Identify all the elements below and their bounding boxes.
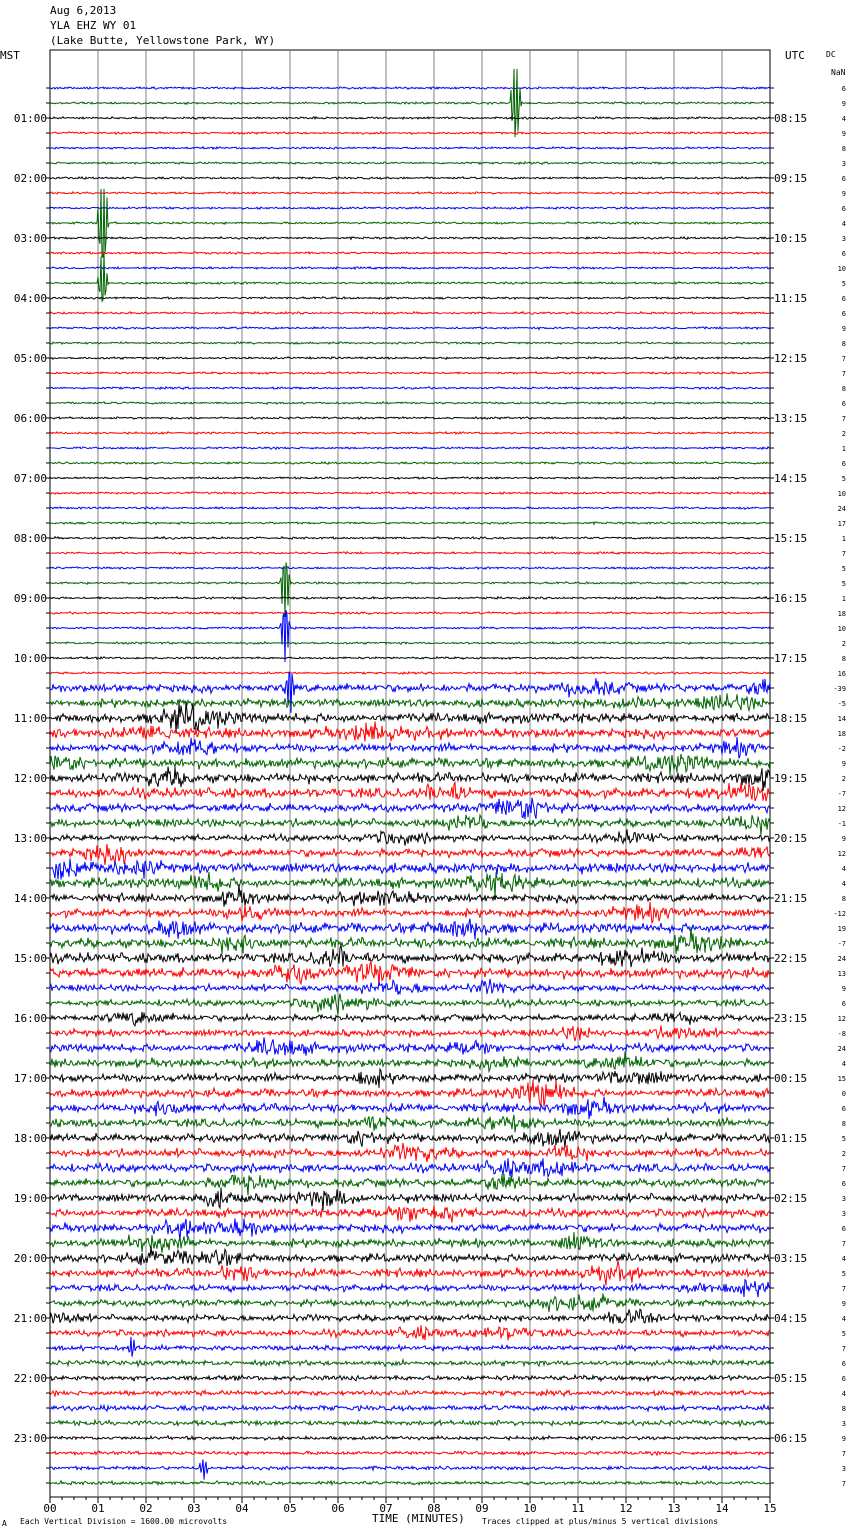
dc-offset-label: 9 bbox=[841, 190, 846, 198]
dc-offset-label: 7 bbox=[841, 1345, 846, 1353]
dc-offset-label: 8 bbox=[841, 655, 846, 663]
right-hour-label: 00:15 bbox=[774, 1072, 808, 1085]
trace-row-24 bbox=[50, 432, 770, 434]
right-hour-label: 08:15 bbox=[774, 112, 808, 125]
trace-row-40 bbox=[50, 672, 770, 675]
dc-offset-label: 6 bbox=[841, 310, 846, 318]
dc-offset-label: 1 bbox=[841, 595, 846, 603]
trace-row-29 bbox=[50, 507, 770, 509]
dc-offset-label: 3 bbox=[841, 1420, 846, 1428]
x-tick-label: 08 bbox=[427, 1502, 441, 1515]
dc-offset-label: 3 bbox=[841, 160, 846, 168]
dc-offset-label: 10 bbox=[837, 265, 846, 273]
dc-offset-label: 2 bbox=[841, 430, 846, 438]
dc-offset-label: 7 bbox=[841, 355, 846, 363]
left-hour-label: 19:00 bbox=[13, 1192, 47, 1205]
right-hour-label: 16:15 bbox=[774, 592, 808, 605]
trace-row-4 bbox=[50, 132, 770, 135]
trace-row-22 bbox=[50, 402, 770, 405]
dc-offset-label: 4 bbox=[841, 1315, 846, 1323]
left-hour-label: 17:00 bbox=[13, 1072, 47, 1085]
dc-offset-label: 9 bbox=[841, 760, 846, 768]
trace-row-85 bbox=[50, 1337, 770, 1357]
trace-row-2 bbox=[50, 69, 770, 137]
dc-offset-label: 24 bbox=[837, 955, 846, 963]
dc-offset-label: -7 bbox=[837, 940, 846, 948]
trace-row-17 bbox=[50, 327, 770, 330]
right-timezone-label: UTC bbox=[785, 49, 805, 62]
trace-row-66 bbox=[50, 1051, 770, 1071]
trace-row-49 bbox=[50, 798, 770, 819]
dc-offset-label: 8 bbox=[841, 145, 846, 153]
dc-offset-label: 7 bbox=[841, 370, 846, 378]
right-hour-label: 09:15 bbox=[774, 172, 808, 185]
trace-row-35 bbox=[50, 597, 770, 600]
left-hour-label: 08:00 bbox=[13, 532, 47, 545]
dc-offset-label: 4 bbox=[841, 1255, 846, 1263]
dc-offset-label: 6 bbox=[841, 1360, 846, 1368]
trace-row-19 bbox=[50, 357, 770, 360]
dc-offset-label: 10 bbox=[837, 490, 846, 498]
x-tick-label: 07 bbox=[379, 1502, 393, 1515]
left-hour-label: 05:00 bbox=[13, 352, 47, 365]
dc-offset-label: 3 bbox=[841, 1210, 846, 1218]
trace-row-92 bbox=[50, 1451, 770, 1455]
left-hour-label: 09:00 bbox=[13, 592, 47, 605]
dc-offset-label: 4 bbox=[841, 115, 846, 123]
trace-row-28 bbox=[50, 492, 770, 495]
trace-row-47 bbox=[50, 767, 770, 791]
left-hour-label: 21:00 bbox=[13, 1312, 47, 1325]
trace-row-67 bbox=[50, 1069, 770, 1088]
footer-mark: A bbox=[2, 1519, 7, 1528]
left-hour-label: 15:00 bbox=[13, 952, 47, 965]
trace-row-38 bbox=[50, 642, 770, 645]
left-hour-label: 23:00 bbox=[13, 1432, 47, 1445]
plot-station: YLA EHZ WY 01 bbox=[50, 19, 137, 32]
trace-row-63 bbox=[50, 1012, 770, 1026]
trace-row-56 bbox=[50, 902, 770, 923]
dc-offset-label: 2 bbox=[841, 640, 846, 648]
dc-offset-label: 24 bbox=[837, 505, 846, 513]
dc-offset-label: 7 bbox=[841, 1480, 846, 1488]
dc-offset-label: 16 bbox=[837, 670, 846, 678]
trace-row-89 bbox=[50, 1405, 770, 1411]
trace-row-20 bbox=[50, 372, 770, 374]
trace-row-14 bbox=[50, 254, 770, 301]
dc-offset-label: 5 bbox=[841, 280, 846, 288]
trace-row-83 bbox=[50, 1309, 770, 1323]
right-hour-label: 06:15 bbox=[774, 1432, 808, 1445]
dc-offset-label: 6 bbox=[841, 1180, 846, 1188]
trace-row-59 bbox=[50, 946, 770, 967]
trace-row-1 bbox=[50, 87, 770, 89]
trace-row-76 bbox=[50, 1205, 770, 1222]
dc-offset-label: 5 bbox=[841, 1135, 846, 1143]
left-hour-label: 04:00 bbox=[13, 292, 47, 305]
dc-sub-label: NaN bbox=[831, 68, 846, 77]
trace-row-33 bbox=[50, 567, 770, 569]
dc-offset-label: 7 bbox=[841, 1165, 846, 1173]
trace-row-32 bbox=[50, 552, 770, 555]
dc-offset-label: 12 bbox=[837, 850, 846, 858]
dc-offset-label: 7 bbox=[841, 1240, 846, 1248]
dc-offset-label: -2 bbox=[837, 745, 846, 753]
right-hour-label: 22:15 bbox=[774, 952, 808, 965]
x-tick-label: 04 bbox=[235, 1502, 249, 1515]
trace-row-74 bbox=[50, 1174, 770, 1195]
dc-offset-label: 7 bbox=[841, 550, 846, 558]
dc-offset-label: 6 bbox=[841, 1225, 846, 1233]
right-hour-label: 17:15 bbox=[774, 652, 808, 665]
trace-row-94 bbox=[50, 1481, 770, 1485]
left-hour-label: 14:00 bbox=[13, 892, 47, 905]
trace-row-13 bbox=[50, 267, 770, 269]
dc-offset-label: 7 bbox=[841, 1450, 846, 1458]
trace-row-79 bbox=[50, 1246, 770, 1266]
x-tick-label: 01 bbox=[91, 1502, 105, 1515]
trace-row-88 bbox=[50, 1390, 770, 1396]
trace-row-51 bbox=[50, 829, 770, 845]
dc-offset-label: 8 bbox=[841, 1405, 846, 1413]
x-tick-label: 03 bbox=[187, 1502, 201, 1515]
dc-offset-label: -39 bbox=[833, 685, 846, 693]
trace-row-52 bbox=[50, 844, 770, 865]
trace-row-70 bbox=[50, 1115, 770, 1132]
trace-row-3 bbox=[50, 117, 770, 119]
trace-row-72 bbox=[50, 1143, 770, 1162]
dc-offset-label: 2 bbox=[841, 775, 846, 783]
dc-offset-label: 4 bbox=[841, 1060, 846, 1068]
left-hour-label: 06:00 bbox=[13, 412, 47, 425]
dc-offset-label: 6 bbox=[841, 250, 846, 258]
x-tick-label: 02 bbox=[139, 1502, 153, 1515]
trace-row-5 bbox=[50, 147, 770, 149]
dc-offset-label: 14 bbox=[837, 715, 846, 723]
trace-row-78 bbox=[50, 1232, 770, 1252]
dc-offset-label: 4 bbox=[841, 880, 846, 888]
dc-offset-label: 3 bbox=[841, 1195, 846, 1203]
dc-offset-label: 12 bbox=[837, 1015, 846, 1023]
trace-row-60 bbox=[50, 962, 770, 987]
trace-row-75 bbox=[50, 1188, 770, 1211]
x-tick-label: 14 bbox=[715, 1502, 729, 1515]
dc-offset-label: 9 bbox=[841, 835, 846, 843]
trace-row-41 bbox=[50, 672, 770, 713]
dc-offset-label: 6 bbox=[841, 460, 846, 468]
x-tick-label: 15 bbox=[763, 1502, 777, 1515]
dc-offset-label: 12 bbox=[837, 805, 846, 813]
right-hour-label: 05:15 bbox=[774, 1372, 808, 1385]
x-tick-label: 00 bbox=[43, 1502, 57, 1515]
trace-row-11 bbox=[50, 237, 770, 239]
left-hour-label: 02:00 bbox=[13, 172, 47, 185]
trace-row-71 bbox=[50, 1129, 770, 1148]
trace-row-31 bbox=[50, 537, 770, 540]
dc-offset-label: 9 bbox=[841, 985, 846, 993]
dc-offset-label: 1 bbox=[841, 535, 846, 543]
dc-offset-label: 6 bbox=[841, 1000, 846, 1008]
trace-row-42 bbox=[50, 693, 770, 710]
x-tick-label: 09 bbox=[475, 1502, 489, 1515]
dc-offset-label: 4 bbox=[841, 220, 846, 228]
right-hour-label: 19:15 bbox=[774, 772, 808, 785]
trace-row-65 bbox=[50, 1037, 770, 1056]
trace-row-90 bbox=[50, 1420, 770, 1426]
trace-row-27 bbox=[50, 477, 770, 479]
right-hour-label: 14:15 bbox=[774, 472, 808, 485]
trace-row-25 bbox=[50, 447, 770, 450]
trace-row-80 bbox=[50, 1261, 770, 1286]
dc-offset-label: 9 bbox=[841, 100, 846, 108]
trace-row-30 bbox=[50, 522, 770, 524]
dc-offset-label: 6 bbox=[841, 205, 846, 213]
trace-row-39 bbox=[50, 657, 770, 659]
right-hour-label: 03:15 bbox=[774, 1252, 808, 1265]
dc-offset-label: 5 bbox=[841, 1330, 846, 1338]
trace-row-50 bbox=[50, 815, 770, 836]
trace-row-55 bbox=[50, 884, 770, 906]
right-hour-label: 15:15 bbox=[774, 532, 808, 545]
dc-header-label: DC bbox=[826, 50, 836, 59]
dc-offset-label: 7 bbox=[841, 1285, 846, 1293]
dc-offset-label: 5 bbox=[841, 580, 846, 588]
trace-row-44 bbox=[50, 721, 770, 741]
trace-row-45 bbox=[50, 737, 770, 758]
trace-row-15 bbox=[50, 297, 770, 300]
trace-row-91 bbox=[50, 1436, 770, 1440]
dc-offset-label: 17 bbox=[837, 520, 846, 528]
dc-offset-label: 6 bbox=[841, 400, 846, 408]
x-tick-label: 05 bbox=[283, 1502, 297, 1515]
dc-offset-label: 10 bbox=[837, 625, 846, 633]
trace-row-6 bbox=[50, 162, 770, 165]
dc-offset-label: 6 bbox=[841, 85, 846, 93]
dc-offset-label: 8 bbox=[841, 340, 846, 348]
trace-row-10 bbox=[50, 189, 770, 257]
dc-offset-label: 3 bbox=[841, 235, 846, 243]
dc-offset-label: 2 bbox=[841, 1150, 846, 1158]
trace-row-64 bbox=[50, 1026, 770, 1042]
footer-scale: Each Vertical Division = 1600.00 microvolts bbox=[20, 1517, 228, 1526]
dc-offset-label: 9 bbox=[841, 1435, 846, 1443]
x-tick-label: 06 bbox=[331, 1502, 345, 1515]
dc-offset-label: 6 bbox=[841, 1105, 846, 1113]
trace-row-7 bbox=[50, 177, 770, 180]
trace-row-9 bbox=[50, 207, 770, 210]
dc-offset-label: -1 bbox=[837, 820, 846, 828]
dc-offset-label: 24 bbox=[837, 1045, 846, 1053]
trace-row-93 bbox=[50, 1459, 770, 1479]
trace-row-8 bbox=[50, 192, 770, 195]
dc-offset-label: 6 bbox=[841, 1375, 846, 1383]
dc-offset-label: 5 bbox=[841, 1270, 846, 1278]
trace-row-46 bbox=[50, 754, 770, 775]
dc-offset-label: 5 bbox=[841, 475, 846, 483]
trace-row-53 bbox=[50, 858, 770, 879]
trace-row-61 bbox=[50, 979, 770, 995]
trace-row-81 bbox=[50, 1280, 770, 1298]
right-hour-label: 21:15 bbox=[774, 892, 808, 905]
trace-row-34 bbox=[50, 563, 770, 618]
plot-location: (Lake Butte, Yellowstone Park, WY) bbox=[50, 34, 276, 47]
dc-offset-label: -7 bbox=[837, 790, 846, 798]
dc-offset-label: 4 bbox=[841, 865, 846, 873]
dc-offset-label: 8 bbox=[841, 1120, 846, 1128]
trace-row-12 bbox=[50, 252, 770, 254]
left-hour-label: 01:00 bbox=[13, 112, 47, 125]
left-hour-label: 11:00 bbox=[13, 712, 47, 725]
dc-offset-label: 18 bbox=[837, 610, 846, 618]
dc-offset-label: 8 bbox=[841, 385, 846, 393]
trace-row-37 bbox=[50, 610, 770, 662]
right-hour-label: 18:15 bbox=[774, 712, 808, 725]
trace-row-62 bbox=[50, 994, 770, 1016]
dc-offset-label: 4 bbox=[841, 1390, 846, 1398]
dc-offset-label: 19 bbox=[837, 925, 846, 933]
trace-row-57 bbox=[50, 919, 770, 940]
right-hour-label: 10:15 bbox=[774, 232, 808, 245]
left-hour-label: 22:00 bbox=[13, 1372, 47, 1385]
dc-offset-label: 13 bbox=[837, 970, 846, 978]
trace-row-86 bbox=[50, 1360, 770, 1366]
footer-clip-note: Traces clipped at plus/minus 5 vertical divisions bbox=[482, 1517, 719, 1526]
left-hour-label: 03:00 bbox=[13, 232, 47, 245]
dc-offset-label: 6 bbox=[841, 295, 846, 303]
left-hour-label: 16:00 bbox=[13, 1012, 47, 1025]
x-tick-label: 10 bbox=[523, 1502, 537, 1515]
dc-offset-label: 8 bbox=[841, 895, 846, 903]
x-tick-label: 12 bbox=[619, 1502, 633, 1515]
right-hour-label: 23:15 bbox=[774, 1012, 808, 1025]
dc-offset-label: 15 bbox=[837, 1075, 846, 1083]
left-timezone-label: MST bbox=[0, 49, 20, 62]
right-hour-label: 02:15 bbox=[774, 1192, 808, 1205]
dc-offset-label: 18 bbox=[837, 730, 846, 738]
left-hour-label: 18:00 bbox=[13, 1132, 47, 1145]
dc-offset-label: -5 bbox=[837, 700, 846, 708]
left-hour-label: 07:00 bbox=[13, 472, 47, 485]
left-hour-label: 20:00 bbox=[13, 1252, 47, 1265]
x-axis-title: TIME (MINUTES) bbox=[372, 1512, 465, 1525]
dc-offset-label: 1 bbox=[841, 445, 846, 453]
right-hour-label: 04:15 bbox=[774, 1312, 808, 1325]
dc-offset-label: -8 bbox=[837, 1030, 846, 1038]
trace-row-84 bbox=[50, 1325, 770, 1340]
dc-offset-label: 5 bbox=[841, 565, 846, 573]
trace-row-23 bbox=[50, 417, 770, 420]
trace-row-73 bbox=[50, 1158, 770, 1177]
trace-row-87 bbox=[50, 1375, 770, 1381]
trace-row-16 bbox=[50, 312, 770, 315]
right-hour-label: 11:15 bbox=[774, 292, 808, 305]
right-hour-label: 01:15 bbox=[774, 1132, 808, 1145]
left-hour-label: 12:00 bbox=[13, 772, 47, 785]
trace-row-36 bbox=[50, 612, 770, 615]
dc-offset-label: 7 bbox=[841, 415, 846, 423]
left-hour-label: 13:00 bbox=[13, 832, 47, 845]
left-hour-label: 10:00 bbox=[13, 652, 47, 665]
dc-offset-label: 0 bbox=[841, 1090, 846, 1098]
trace-row-82 bbox=[50, 1293, 770, 1312]
x-tick-label: 11 bbox=[571, 1502, 585, 1515]
trace-row-26 bbox=[50, 462, 770, 464]
plot-date: Aug 6,2013 bbox=[50, 4, 117, 17]
dc-offset-label: -12 bbox=[833, 910, 846, 918]
trace-row-21 bbox=[50, 387, 770, 390]
trace-row-18 bbox=[50, 342, 770, 344]
trace-row-69 bbox=[50, 1097, 770, 1120]
dc-offset-label: 6 bbox=[841, 175, 846, 183]
dc-offset-label: 9 bbox=[841, 130, 846, 138]
x-tick-label: 13 bbox=[667, 1502, 681, 1515]
dc-offset-label: 3 bbox=[841, 1465, 846, 1473]
dc-offset-label: 9 bbox=[841, 325, 846, 333]
dc-offset-label: 9 bbox=[841, 1300, 846, 1308]
right-hour-label: 13:15 bbox=[774, 412, 808, 425]
right-hour-label: 20:15 bbox=[774, 832, 808, 845]
right-hour-label: 12:15 bbox=[774, 352, 808, 365]
